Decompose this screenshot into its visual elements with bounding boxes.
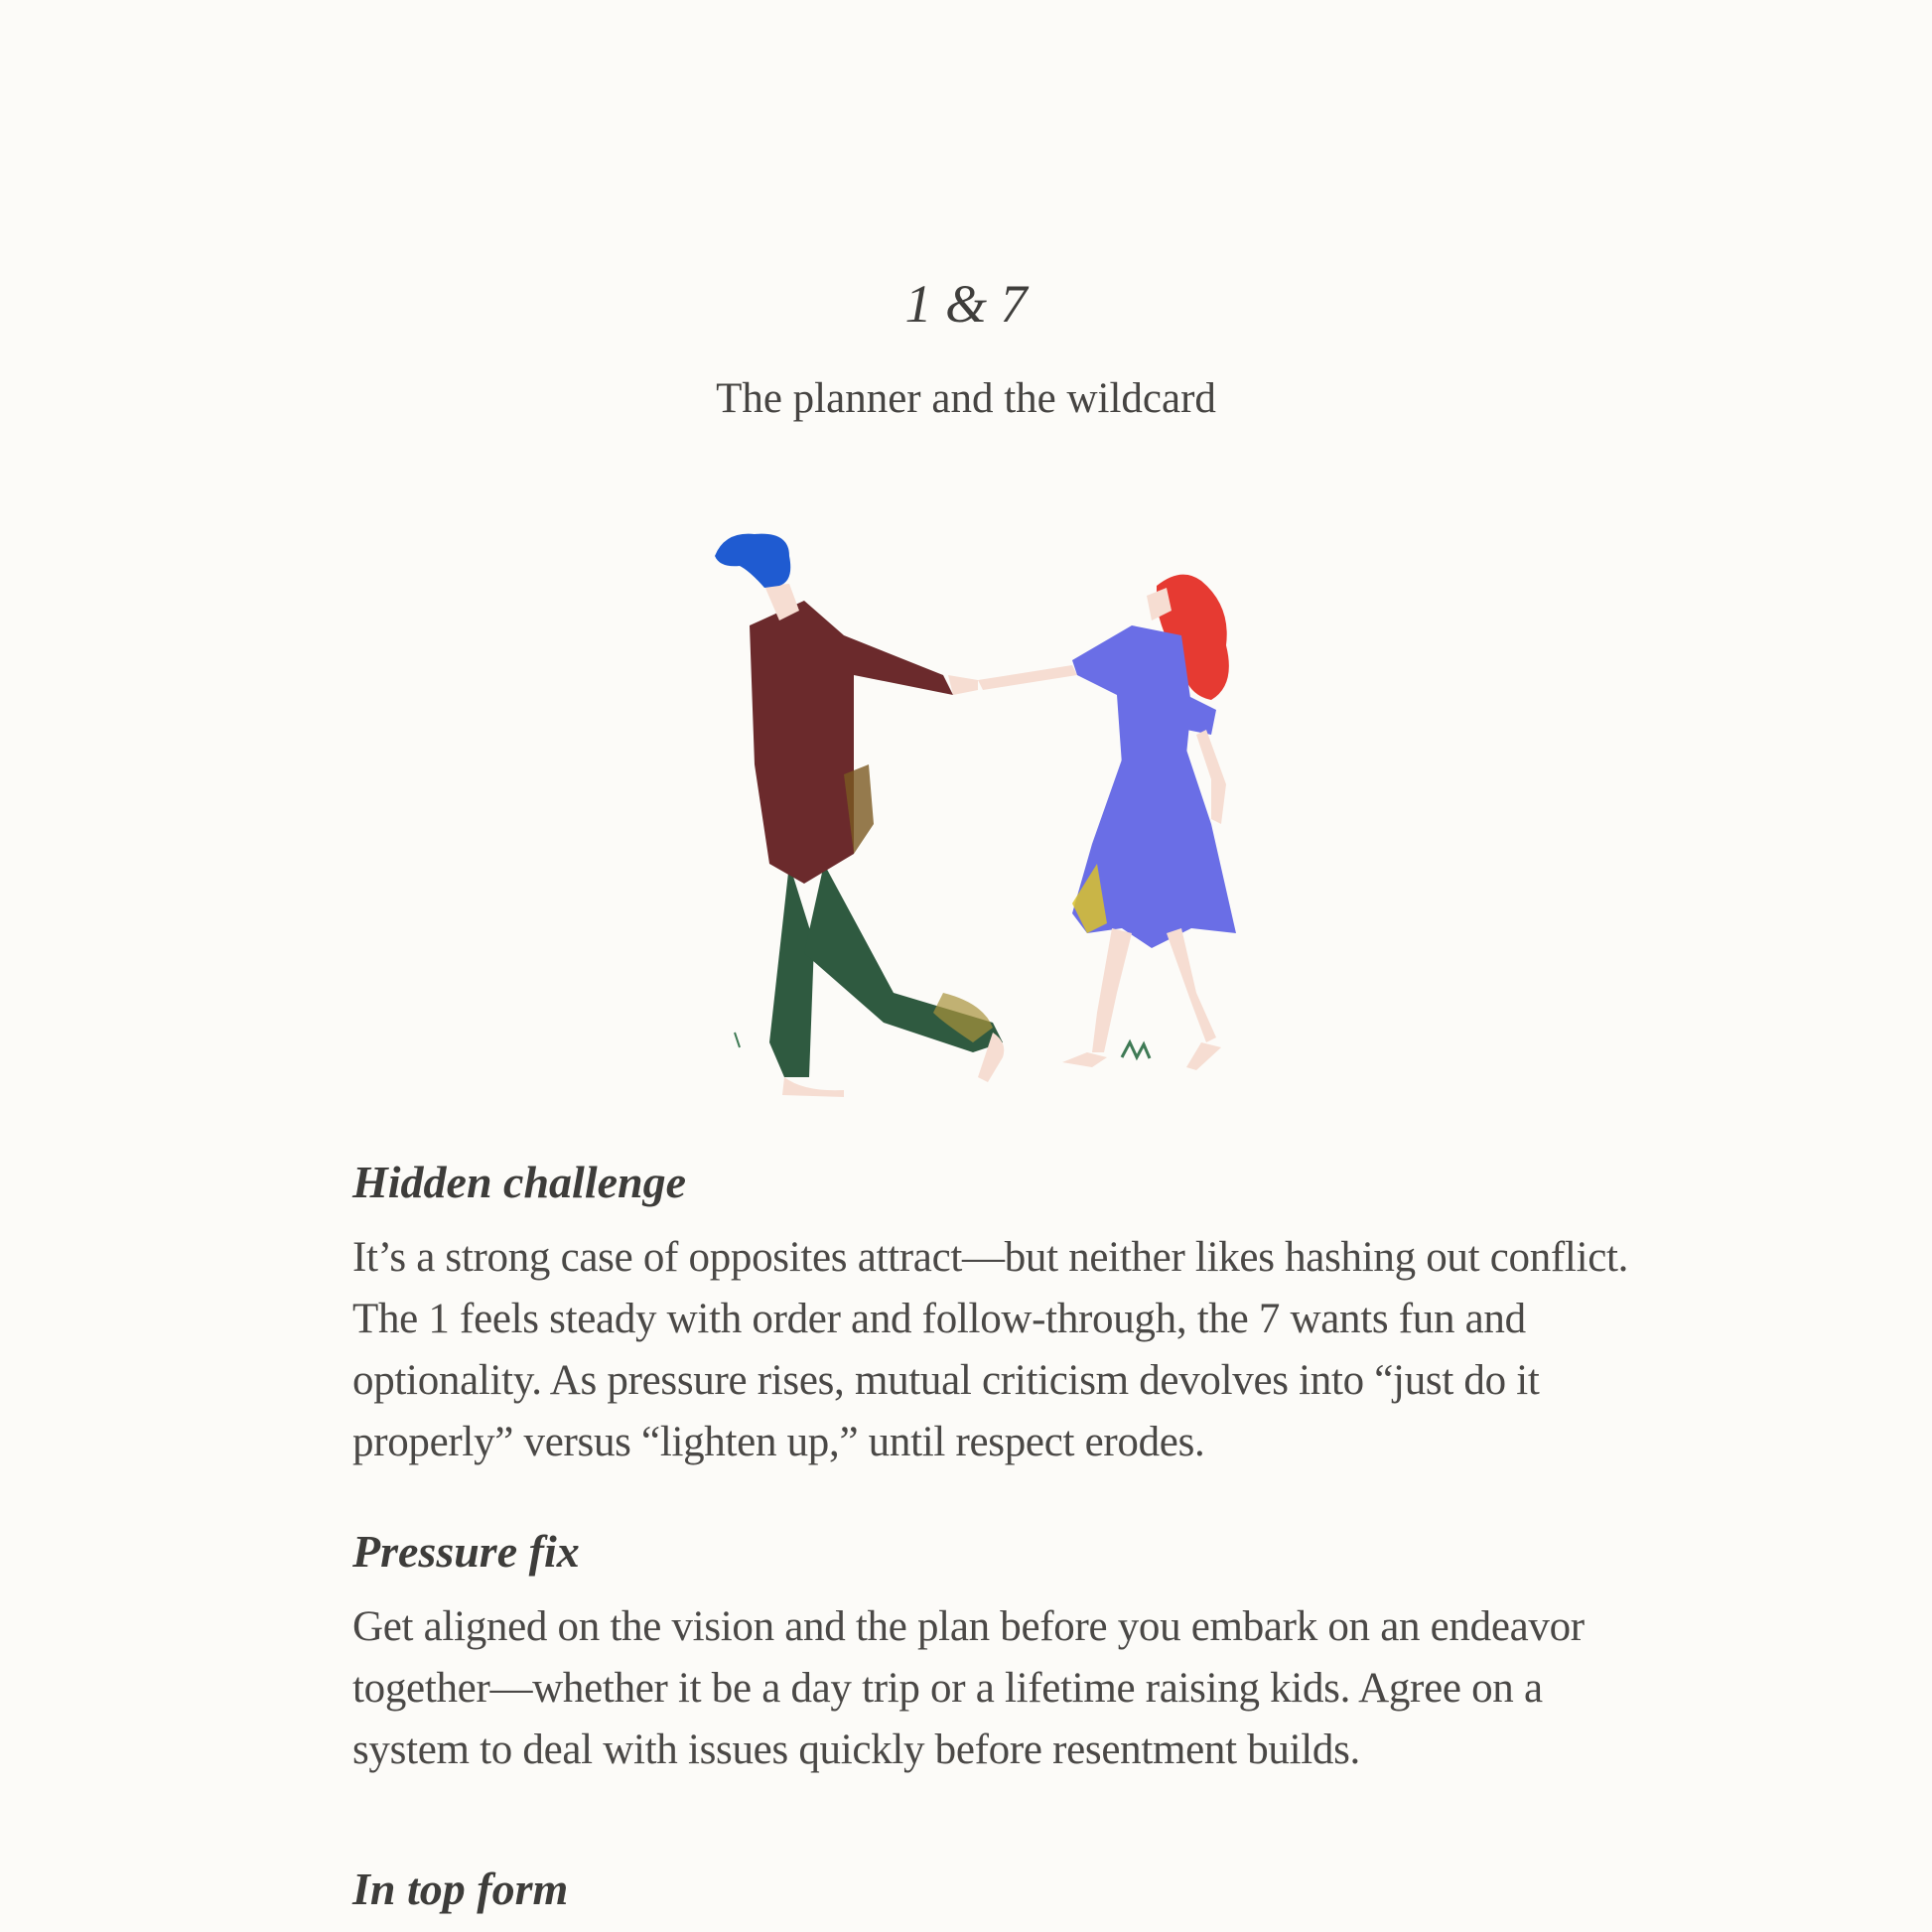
grass-icon — [1122, 1042, 1150, 1058]
man-figure — [715, 534, 1004, 1097]
page-subtitle: The planner and the wildcard — [716, 375, 1216, 422]
section-heading: Pressure fix — [352, 1526, 580, 1577]
section-heading: Hidden challenge — [352, 1157, 687, 1207]
section-heading: In top form — [352, 1863, 569, 1914]
woman-figure — [978, 575, 1236, 1070]
section-body: It’s a strong case of opposites attract—but neither likes hashing out conflict. The 1 feels steady with order and follow-through, the 7 wants fun and optionality. As pressure rises, mutual criticism devolves into “just do it properly” versus “lighten up,” until respect erodes. — [352, 1234, 1629, 1465]
content-sections — [352, 1152, 1633, 1920]
section-pressure-fix — [352, 1521, 1633, 1781]
dancing-couple-illustration — [695, 526, 1330, 1122]
page-title: 1 & 7 — [904, 274, 1028, 334]
section-hidden-challenge — [352, 1152, 1633, 1473]
section-body: Get aligned on the vision and the plan before you embark on an endeavor together—whether it be a day trip or a lifetime raising kids. Agree on a system to deal with issues quickly before resentment builds. — [352, 1603, 1585, 1773]
section-in-top-form — [352, 1859, 1633, 1920]
